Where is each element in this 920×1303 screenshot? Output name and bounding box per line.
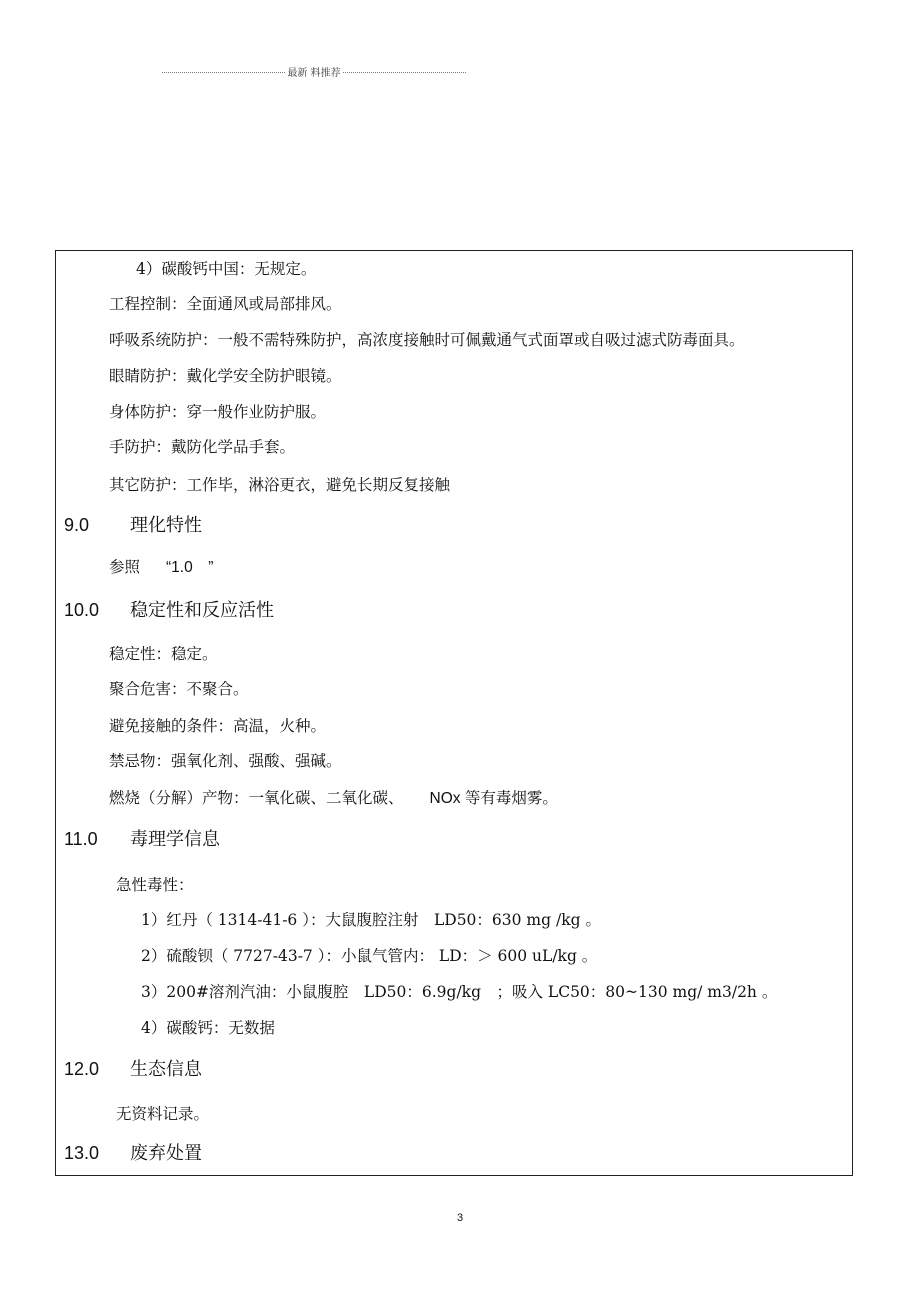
section13-title: 废弃处置 <box>130 1143 202 1164</box>
s8-eye: 眼睛防护：戴化学安全防护眼镜。 <box>109 367 342 385</box>
s10-avoid: 避免接触的条件：高温，火种。 <box>109 717 327 735</box>
s8-body: 身体防护：穿一般作业防护服。 <box>109 403 327 421</box>
s10-polymerization: 聚合危害：不聚合。 <box>109 680 249 698</box>
section13-number: 13.0 <box>64 1143 100 1163</box>
s10-stability: 稳定性：稳定。 <box>109 645 218 663</box>
s10-combustion-text: 燃烧（分解）产物：一氧化碳、二氧化碳、 <box>109 789 404 807</box>
s11-item: 4）碳酸钙：无数据 <box>141 1019 275 1037</box>
section12-title: 生态信息 <box>130 1059 202 1080</box>
s12-text: 无资料记录。 <box>116 1105 210 1123</box>
s11-item: 3）200#溶剂汽油：小鼠腹腔 LD50：6.9g/kg ；吸入 LC50：80~130 mg/ m3/2h 。 <box>141 983 778 1001</box>
s8-engineering: 工程控制：全面通风或局部排风。 <box>109 295 342 313</box>
section9-title: 理化特性 <box>130 515 202 536</box>
s8-item4: 4）碳酸钙中国：无规定。 <box>136 260 317 278</box>
section9-number: 9.0 <box>64 515 90 535</box>
section10-title: 稳定性和反应活性 <box>130 600 274 621</box>
s11-item: 1）红丹（ 1314-41-6 ）：大鼠腹腔注射 LD50：630 mg /kg 。 <box>141 911 601 929</box>
section13-heading <box>64 1141 202 1166</box>
s8-hand: 手防护：戴防化学品手套。 <box>109 438 296 456</box>
page-number: 3 <box>456 1212 464 1224</box>
content-box <box>55 250 853 1176</box>
section12-heading <box>64 1057 202 1082</box>
section12-number: 12.0 <box>64 1059 100 1079</box>
section11-title: 毒理学信息 <box>130 829 220 850</box>
section10-heading <box>64 598 274 623</box>
s8-respiratory: 呼吸系统防护：一般不需特殊防护，高浓度接触时可佩戴通气式面罩或自吸过滤式防毒面具。 <box>109 331 745 349</box>
s10-combustion <box>109 788 558 809</box>
s9-ref-value: “1.0 ” <box>166 559 214 576</box>
section11-number: 11.0 <box>64 829 98 849</box>
header-dots-right <box>343 72 466 73</box>
page-header <box>162 64 466 79</box>
section11-heading <box>64 827 220 852</box>
header-text: 最新 料推荐 <box>287 68 341 79</box>
header-dots-left <box>162 72 285 73</box>
s10-combustion-tail: NOx 等有毒烟雾。 <box>429 790 558 807</box>
section10-number: 10.0 <box>64 600 100 620</box>
s9-reference <box>109 557 213 578</box>
s8-other: 其它防护：工作毕，淋浴更衣，避免长期反复接触 <box>109 476 451 494</box>
s11-item: 2）硫酸钡（ 7727-43-7 ）：小鼠气管内： LD：＞ 600 uL/kg 。 <box>141 947 598 965</box>
section9-heading <box>64 513 202 538</box>
s11-acute: 急性毒性： <box>116 876 194 894</box>
s9-ref-label: 参照 <box>109 558 141 576</box>
s10-incompatible: 禁忌物：强氧化剂、强酸、强碱。 <box>109 752 342 770</box>
